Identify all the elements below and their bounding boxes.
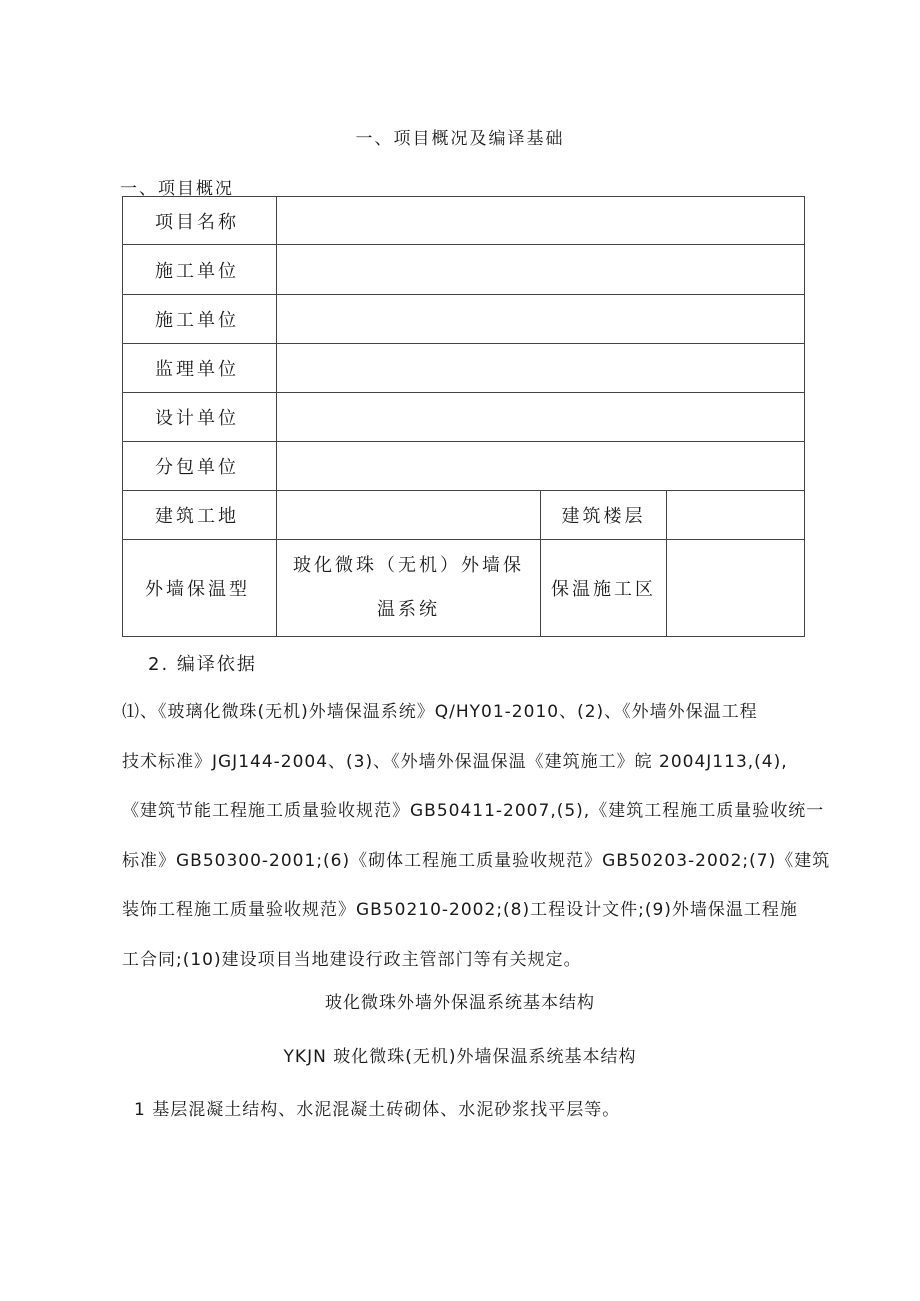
basis-line-6: 工合同;(10)建设项目当地建设行政主管部门等有关规定。	[122, 949, 582, 970]
label-supervision-unit: 监理单位	[123, 344, 277, 393]
structure-item-1: 1 基层混凝土结构、水泥混凝土砖砌体、水泥砂浆找平层等。	[134, 1100, 621, 1120]
value-construction-unit-2	[277, 295, 805, 344]
basis-line-4: 标准》GB50300-2001;(6)《砌体工程施工质量验收规范》GB50203-2002;(7)《建筑	[122, 850, 831, 871]
value-building-site	[277, 491, 541, 540]
value-project-name	[277, 197, 805, 245]
basis-paragraph	[122, 688, 831, 985]
table-row	[123, 540, 805, 637]
table-row	[123, 245, 805, 295]
value-building-floors	[667, 491, 805, 540]
value-insulation-area	[667, 540, 805, 637]
value-design-unit	[277, 393, 805, 442]
section-heading-overview: 一、项目概况	[120, 179, 234, 199]
structure-title-2: YKJN 玻化微珠(无机)外墙保温系统基本结构	[283, 1047, 637, 1067]
table-row	[123, 393, 805, 442]
label-subcontract-unit: 分包单位	[123, 442, 277, 491]
insulation-type-line-2: 温系统	[377, 599, 440, 620]
label-insulation-area: 保温施工区	[541, 540, 667, 637]
value-subcontract-unit	[277, 442, 805, 491]
label-construction-unit-2: 施工单位	[123, 295, 277, 344]
table-row	[123, 344, 805, 393]
value-insulation-type	[277, 540, 541, 637]
label-design-unit: 设计单位	[123, 393, 277, 442]
page-title: 一、项目概况及编译基础	[355, 129, 565, 149]
basis-line-1: ⑴、《玻璃化微珠(无机)外墙保温系统》Q/HY01-2010、(2)、《外墙外保温工程	[122, 702, 758, 722]
insulation-type-line-1: 玻化微珠（无机）外墙保	[293, 555, 524, 576]
table-row	[123, 197, 805, 245]
table-row	[123, 491, 805, 540]
label-building-site: 建筑工地	[123, 491, 277, 540]
basis-line-2: 技术标准》JGJ144-2004、(3)、《外墙外保温保温《建筑施工》皖 2004J113,(4),	[122, 751, 788, 772]
value-construction-unit	[277, 245, 805, 295]
table-row	[123, 295, 805, 344]
table-row	[123, 442, 805, 491]
label-building-floors: 建筑楼层	[541, 491, 667, 540]
label-project-name: 项目名称	[123, 197, 277, 245]
basis-line-3: 《建筑节能工程施工质量验收规范》GB50411-2007,(5),《建筑工程施工质量验收统一	[122, 801, 825, 821]
basis-line-5: 装饰工程施工质量验收规范》GB50210-2002;(8)工程设计文件;(9)外墙保温工程施	[122, 900, 798, 920]
structure-title-1: 玻化微珠外墙外保温系统基本结构	[325, 993, 595, 1013]
label-insulation-type: 外墙保温型	[123, 540, 277, 637]
label-construction-unit: 施工单位	[123, 245, 277, 295]
value-supervision-unit	[277, 344, 805, 393]
project-info-table	[122, 196, 805, 637]
section-heading-basis: 2. 编译依据	[148, 654, 257, 675]
